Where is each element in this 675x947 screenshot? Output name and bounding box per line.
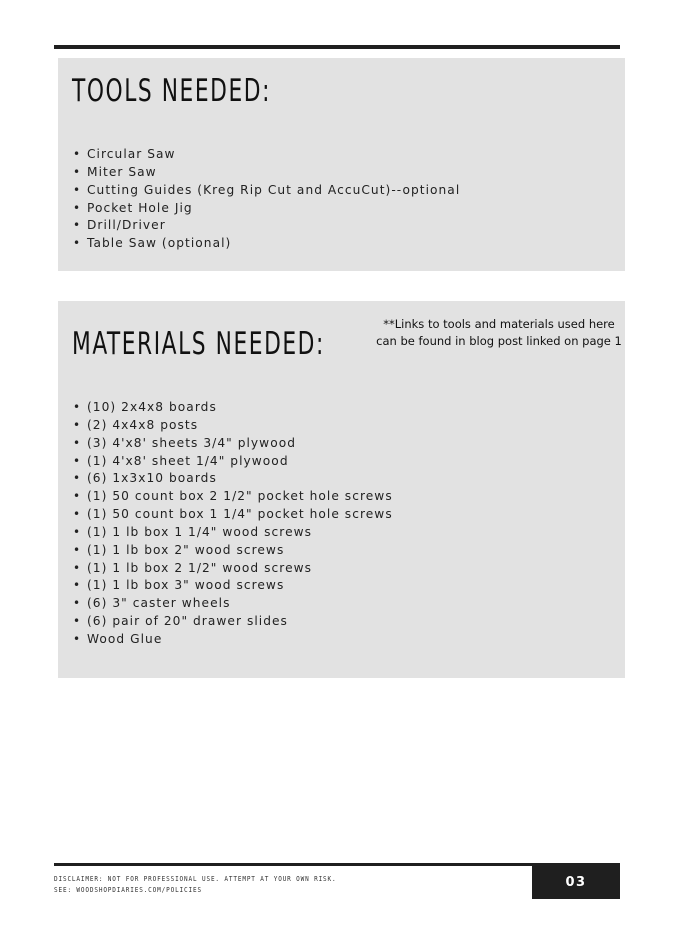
policies-link-text: SEE: WOODSHOPDIARIES.COM/POLICIES bbox=[54, 885, 202, 894]
bullet-icon: • bbox=[73, 560, 82, 575]
list-item-text: (1) 50 count box 2 1/2" pocket hole screws bbox=[87, 489, 393, 504]
list-item bbox=[73, 146, 460, 164]
list-item bbox=[73, 417, 393, 435]
bullet-icon: • bbox=[73, 471, 82, 486]
bullet-icon: • bbox=[73, 417, 82, 432]
bullet-icon: • bbox=[73, 489, 82, 504]
tools-heading: TOOLS NEEDED: bbox=[72, 73, 271, 109]
bullet-icon: • bbox=[73, 524, 82, 539]
bullet-icon: • bbox=[73, 507, 82, 522]
tools-list bbox=[73, 146, 461, 253]
list-item-text: (6) pair of 20" drawer slides bbox=[87, 614, 288, 629]
bullet-icon: • bbox=[73, 164, 82, 179]
footer-disclaimer bbox=[54, 874, 337, 895]
links-note-line: **Links to tools and materials used here bbox=[383, 317, 615, 331]
list-item-text: (6) 3" caster wheels bbox=[87, 596, 231, 611]
list-item-text: (2) 4x4x8 posts bbox=[87, 417, 199, 432]
page-number-badge: 03 bbox=[532, 866, 620, 899]
list-item bbox=[73, 577, 393, 595]
list-item-text: (1) 50 count box 1 1/4" pocket hole screws bbox=[87, 507, 393, 522]
list-item-text: Circular Saw bbox=[87, 147, 176, 161]
bullet-icon: • bbox=[73, 236, 82, 251]
list-item bbox=[73, 506, 393, 524]
bullet-icon: • bbox=[73, 435, 82, 450]
list-item-text: Cutting Guides (Kreg Rip Cut and AccuCut)--optional bbox=[87, 182, 461, 197]
list-item bbox=[73, 453, 393, 471]
bullet-icon: • bbox=[73, 147, 82, 161]
list-item bbox=[73, 488, 393, 506]
list-item bbox=[73, 399, 393, 417]
bullet-icon: • bbox=[73, 182, 82, 197]
list-item-text: Wood Glue bbox=[87, 631, 163, 646]
list-item-text: (1) 4'x8' sheet 1/4" plywood bbox=[87, 453, 289, 468]
bullet-icon: • bbox=[73, 596, 82, 611]
materials-heading: MATERIALS NEEDED: bbox=[72, 326, 325, 362]
list-item-text: (1) 1 lb box 2" wood screws bbox=[87, 542, 285, 557]
bullet-icon: • bbox=[73, 400, 82, 414]
list-item-text: (10) 2x4x8 boards bbox=[87, 400, 217, 414]
list-item-text: (3) 4'x8' sheets 3/4" plywood bbox=[87, 435, 297, 450]
list-item bbox=[73, 560, 393, 578]
list-item-text: (6) 1x3x10 boards bbox=[87, 471, 217, 486]
links-note bbox=[368, 316, 630, 350]
materials-list bbox=[73, 399, 393, 649]
tools-section bbox=[58, 58, 625, 271]
bullet-icon: • bbox=[73, 542, 82, 557]
bullet-icon: • bbox=[73, 614, 82, 629]
list-item bbox=[73, 182, 461, 200]
list-item bbox=[73, 631, 393, 649]
list-item bbox=[73, 200, 460, 218]
list-item-text: (1) 1 lb box 1 1/4" wood screws bbox=[87, 524, 313, 539]
list-item bbox=[73, 217, 460, 235]
list-item-text: Pocket Hole Jig bbox=[87, 200, 193, 215]
bullet-icon: • bbox=[73, 218, 82, 233]
materials-section bbox=[58, 301, 625, 678]
list-item-text: (1) 1 lb box 3" wood screws bbox=[87, 578, 285, 593]
list-item-text: Miter Saw bbox=[87, 164, 157, 179]
list-item bbox=[73, 524, 393, 542]
links-note-line: can be found in blog post linked on page 1 bbox=[376, 334, 622, 348]
bullet-icon: • bbox=[73, 200, 82, 215]
list-item bbox=[73, 470, 393, 488]
disclaimer-text: DISCLAIMER: NOT FOR PROFESSIONAL USE. ATTEMPT AT YOUR OWN RISK. bbox=[54, 875, 337, 883]
list-item-text: Drill/Driver bbox=[87, 218, 166, 233]
bullet-icon: • bbox=[73, 578, 82, 593]
list-item bbox=[73, 435, 393, 453]
list-item-text: Table Saw (optional) bbox=[87, 236, 232, 251]
list-item bbox=[73, 542, 393, 560]
top-divider bbox=[54, 45, 620, 49]
list-item-text: (1) 1 lb box 2 1/2" wood screws bbox=[87, 560, 313, 575]
list-item bbox=[73, 164, 460, 182]
list-item bbox=[73, 595, 393, 613]
list-item bbox=[73, 613, 393, 631]
list-item bbox=[73, 235, 460, 253]
bullet-icon: • bbox=[73, 631, 82, 646]
bullet-icon: • bbox=[73, 453, 82, 468]
